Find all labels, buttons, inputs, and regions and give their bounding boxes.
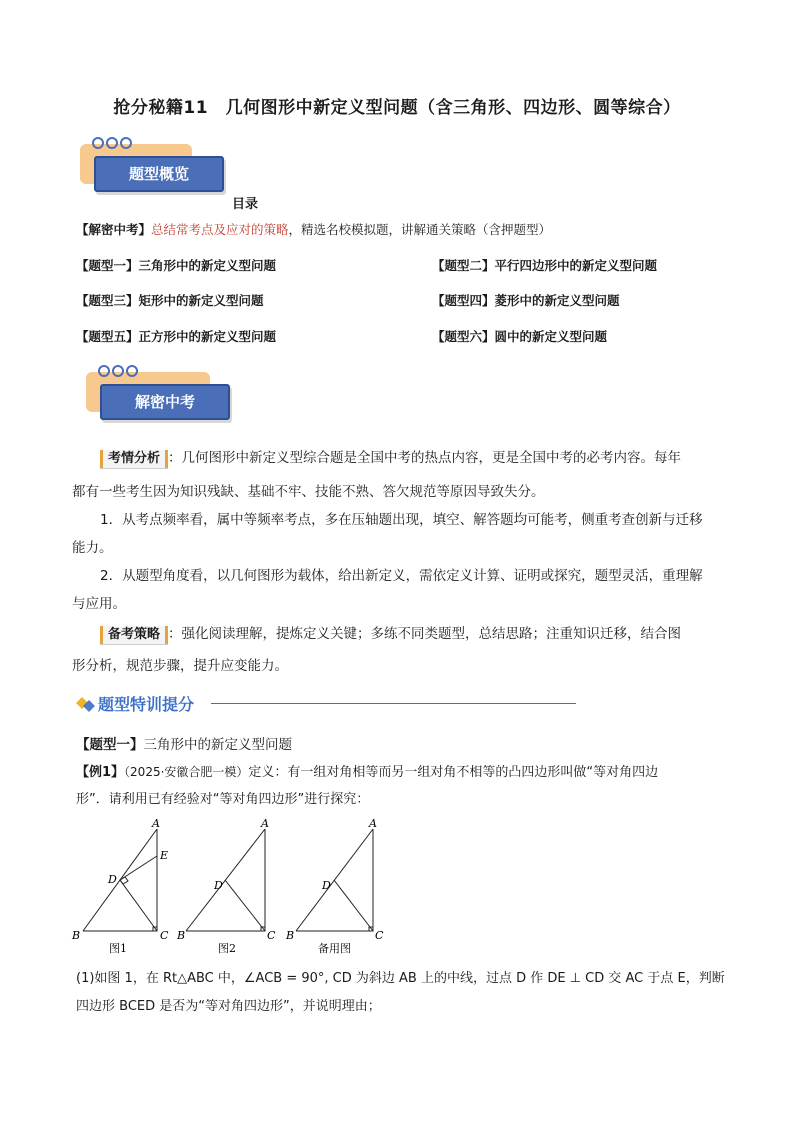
- caption-spare: 备用图: [318, 942, 351, 955]
- label-B: B: [177, 929, 186, 942]
- strategy-line2: 形分析，规范步骤，提升应变能力。: [72, 658, 288, 674]
- label-B: B: [286, 929, 295, 942]
- figures: [64, 815, 404, 963]
- intro-rest: ，精选名校模拟题，讲解通关策略（含押题型）: [288, 222, 552, 237]
- analysis-p2a: 2．从题型角度看，以几何图形为载体，给出新定义，需依定义计算、证明或探究，题型灵活，重理解: [100, 568, 703, 584]
- label-B: B: [72, 929, 81, 942]
- toc-item[interactable]: 【题型六】圆中的新定义型问题: [432, 329, 608, 344]
- analysis-p2b: 与应用。: [72, 596, 126, 612]
- analysis-p1a: 1．从考点频率看，属中等频率考点，多在压轴题出现，填空、解答题均可能考，侧重考查创新与迁移: [100, 512, 703, 528]
- figure-1: [83, 829, 157, 931]
- strategy-line1: 备考策略 ：强化阅读理解，提炼定义关键；多练不同类题型，总结思路；注重知识迁移，结合图: [100, 620, 740, 648]
- toc-item[interactable]: 【题型一】三角形中的新定义型问题: [76, 258, 277, 273]
- banner-overview-label: 题型概览: [94, 156, 224, 192]
- analysis-p1b: 能力。: [72, 540, 113, 556]
- toc-item[interactable]: 【题型三】矩形中的新定义型问题: [76, 293, 264, 308]
- banner-overview: [80, 134, 230, 194]
- banner-decode: [86, 362, 236, 422]
- rings-icon: [96, 362, 156, 378]
- section-rule: [211, 703, 576, 704]
- intro-red: 总结常考点及应对的策略: [151, 222, 289, 237]
- label-A: A: [369, 817, 377, 830]
- type1-heading: 【题型一】三角形中的新定义型问题: [76, 737, 292, 753]
- label-D: D: [322, 879, 331, 892]
- label-D: D: [108, 873, 117, 886]
- label-D: D: [214, 879, 223, 892]
- analysis-line2: 都有一些考生因为知识残缺、基础不牢、技能不熟、答欠规范等原因导致失分。: [72, 484, 545, 500]
- figure-spare: [296, 829, 373, 931]
- section-title: 题型特训提分: [98, 695, 195, 714]
- analysis-tag: 考情分析: [100, 450, 168, 468]
- toc-item[interactable]: 【题型四】菱形中的新定义型问题: [432, 293, 620, 308]
- toc-item[interactable]: 【题型二】平行四边形中的新定义型问题: [432, 258, 658, 273]
- label-A: A: [261, 817, 269, 830]
- question1-line1: (1)如图 1，在 Rt△ABC 中，∠ACB = 90°, CD 为斜边 AB 上的中线，过点 D 作 DE ⊥ CD 交 AC 于点 E，判断: [76, 971, 725, 986]
- diamond-icon: [76, 695, 96, 715]
- rings-icon: [90, 134, 150, 150]
- intro-line: [76, 220, 551, 238]
- figure-2: [186, 829, 265, 931]
- label-C: C: [375, 929, 384, 942]
- analysis-block: [100, 444, 730, 472]
- caption-fig2: 图2: [218, 942, 236, 955]
- example-line2: 形”．请利用已有经验对“等对角四边形”进行探究：: [76, 792, 370, 807]
- strategy-tag: 备考策略: [100, 626, 168, 644]
- analysis-line1: ：几何图形中新定义型综合题是全国中考的热点内容，更是全国中考的必考内容。每年: [168, 450, 682, 466]
- section-header: [76, 692, 576, 716]
- caption-fig1: 图1: [109, 942, 127, 955]
- label-C: C: [160, 929, 169, 942]
- page-title: 抢分秘籍11 几何图形中新定义型问题（含三角形、四边形、圆等综合）: [113, 98, 681, 118]
- toc-label: 目录: [232, 197, 259, 212]
- banner-decode-label: 解密中考: [100, 384, 230, 420]
- label-A: A: [152, 817, 160, 830]
- label-C: C: [267, 929, 276, 942]
- label-E: E: [160, 849, 169, 862]
- toc-item[interactable]: 【题型五】正方形中的新定义型问题: [76, 329, 277, 344]
- question1-line2: 四边形 BCED 是否为“等对角四边形”，并说明理由；: [76, 999, 381, 1014]
- example-line1: 【例1】（2025·安徽合肥一模）定义：有一组对角相等而另一组对角不相等的凸四边形叫做“等对角四边: [76, 765, 659, 780]
- intro-bracket: 【解密中考】: [76, 222, 152, 237]
